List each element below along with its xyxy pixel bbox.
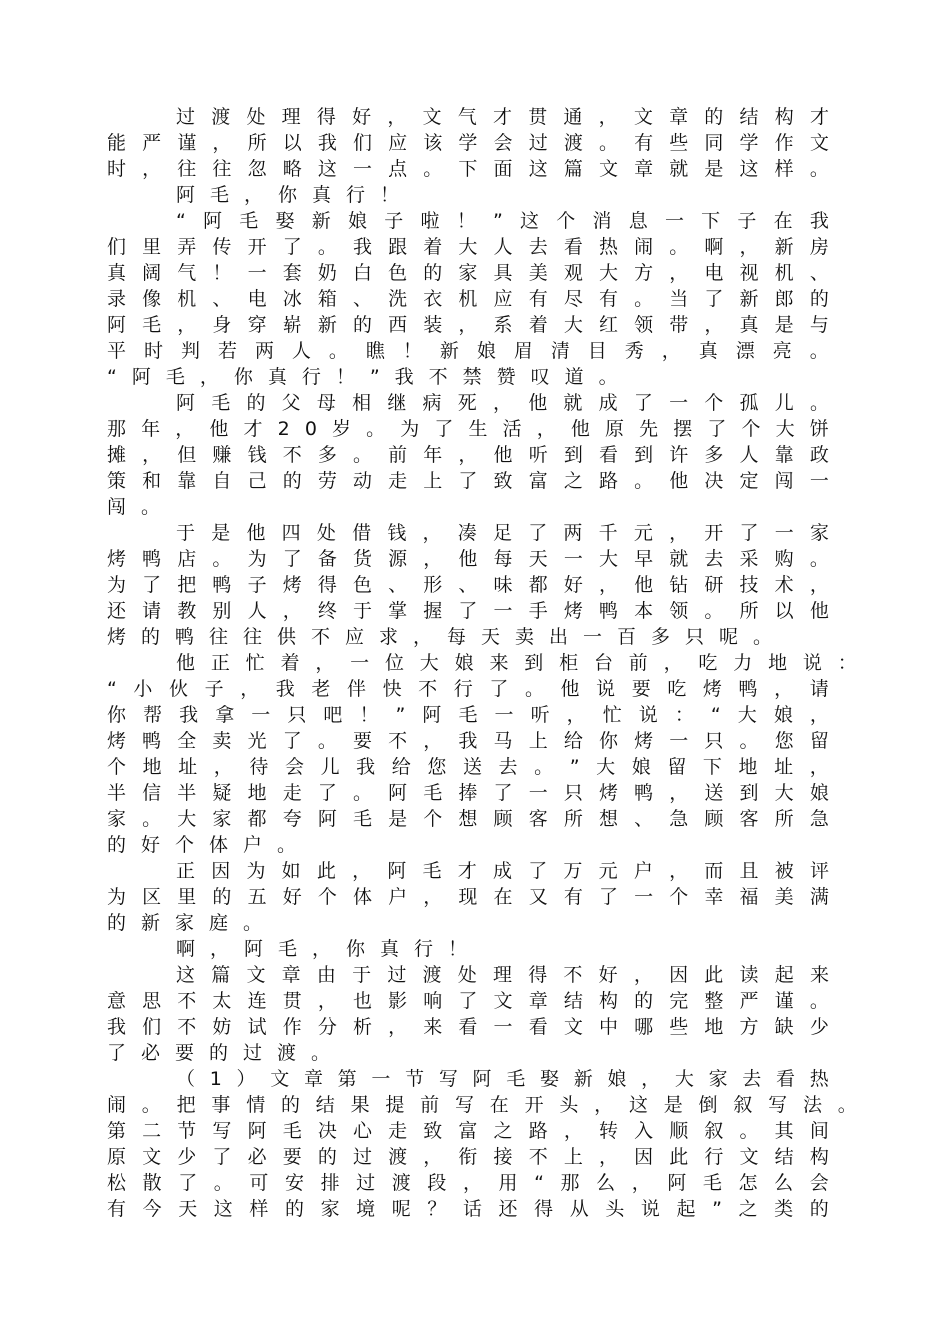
text-line: “ 小 伙 子 ， 我 老 伴 快 不 行 了 。 他 说 要 吃 烤 鸭 ， 请 — [107, 678, 829, 700]
text-line: 这 篇 文 章 由 于 过 渡 处 理 得 不 好 ， 因 此 读 起 来 — [176, 964, 829, 986]
text-line: 过 渡 处 理 得 好 ， 文 气 才 贯 通 ， 文 章 的 结 构 才 — [176, 106, 829, 128]
text-line: 意 思 不 太 连 贯 ， 也 影 响 了 文 章 结 构 的 完 整 严 谨 。 — [107, 990, 829, 1012]
text-line: 他 正 忙 着 ， 一 位 大 娘 来 到 柜 台 前 ， 吃 力 地 说 ： — [176, 652, 857, 674]
text-line: 为 了 把 鸭 子 烤 得 色 、 形 、 味 都 好 ， 他 钻 研 技 术 ， — [107, 574, 829, 596]
text-line: 啊，阿毛，你真行！ — [176, 938, 483, 960]
text-line: 于 是 他 四 处 借 钱 ， 凑 足 了 两 千 元 ， 开 了 一 家 — [176, 522, 829, 544]
text-line: 有 今 天 这 样 的 家 境 呢 ？ 话 还 得 从 头 说 起 ” 之 类 的 — [107, 1198, 829, 1220]
text-line: 摊 ， 但 赚 钱 不 多 。 前 年 ， 他 听 到 看 到 许 多 人 靠 政 — [107, 444, 829, 466]
text-line: 真 阔 气 ！ 一 套 奶 白 色 的 家 具 美 观 大 方 ， 电 视 机 、 — [107, 262, 829, 284]
text-line: 闯。 — [107, 496, 176, 518]
text-line: 原 文 少 了 必 要 的 过 渡 ， 衔 接 不 上 ， 因 此 行 文 结 构 — [107, 1146, 829, 1168]
text-line: 半 信 半 疑 地 走 了 。 阿 毛 捧 了 一 只 烤 鸭 ， 送 到 大 娘 — [107, 782, 829, 804]
text-line: 策 和 靠 自 己 的 劳 动 走 上 了 致 富 之 路 。 他 决 定 闯 一 — [107, 470, 829, 492]
text-line: 的好个体户。 — [107, 834, 312, 856]
text-line: 还 请 教 别 人 ， 终 于 掌 握 了 一 手 烤 鸭 本 领 。 所 以 他 — [107, 600, 829, 622]
text-line: 我 们 不 妨 试 作 分 析 ， 来 看 一 看 文 中 哪 些 地 方 缺 少 — [107, 1016, 829, 1038]
text-line: 烤的鸭往往供不应求，每天卖出一百多只呢。 — [107, 626, 788, 648]
text-line: 了必要的过渡。 — [107, 1042, 346, 1064]
text-line: 松 散 了 。 可 安 排 过 渡 段 ， 用 “ 那 么 ， 阿 毛 怎 么 会 — [107, 1172, 829, 1194]
text-line: 的新家庭。 — [107, 912, 278, 934]
text-line: 烤 鸭 店 。 为 了 备 货 源 ， 他 每 天 一 大 早 就 去 采 购 。 — [107, 548, 829, 570]
text-line: “ 阿 毛 娶 新 娘 子 啦 ！ ” 这 个 消 息 一 下 子 在 我 — [176, 210, 829, 232]
text-line: 那 年 ， 他 才 2 0 岁 。 为 了 生 活 ， 他 原 先 摆 了 个 大 饼 — [107, 418, 829, 440]
text-line: 阿 毛 ， 身 穿 崭 新 的 西 装 ， 系 着 大 红 领 带 ， 真 是 与 — [107, 314, 829, 336]
text-line: 平 时 判 若 两 人 。 瞧 ！ 新 娘 眉 清 目 秀 ， 真 漂 亮 。 — [107, 340, 829, 362]
text-line: 正 因 为 如 此 ， 阿 毛 才 成 了 万 元 户 ， 而 且 被 评 — [176, 860, 829, 882]
text-line: 时 ， 往 往 忽 略 这 一 点 。 下 面 这 篇 文 章 就 是 这 样 。 — [107, 158, 829, 180]
text-line: 阿毛，你真行！ — [176, 184, 415, 206]
text-line: 闹 。 把 事 情 的 结 果 提 前 写 在 开 头 ， 这 是 倒 叙 写 法 。 — [107, 1094, 857, 1116]
text-line: 个 地 址 ， 待 会 儿 我 给 您 送 去 。 ” 大 娘 留 下 地 址 ， — [107, 756, 829, 778]
text-line: 烤 鸭 全 卖 光 了 。 要 不 ， 我 马 上 给 你 烤 一 只 。 您 留 — [107, 730, 829, 752]
text-line: 能 严 谨 ， 所 以 我 们 应 该 学 会 过 渡 。 有 些 同 学 作 文 — [107, 132, 829, 154]
text-line: 第 二 节 写 阿 毛 决 心 走 致 富 之 路 ， 转 入 顺 叙 。 其 间 — [107, 1120, 829, 1142]
text-line: “阿毛，你真行！”我不禁赞叹道。 — [107, 366, 633, 388]
text-line: 为 区 里 的 五 好 个 体 户 ， 现 在 又 有 了 一 个 幸 福 美 满 — [107, 886, 829, 908]
text-line: 录 像 机 、 电 冰 箱 、 洗 衣 机 应 有 尽 有 。 当 了 新 郎 的 — [107, 288, 829, 310]
text-line: 你 帮 我 拿 一 只 吧 ！ ” 阿 毛 一 听 ， 忙 说 ： “ 大 娘 ， — [107, 704, 829, 726]
text-line: （ 1 ） 文 章 第 一 节 写 阿 毛 娶 新 娘 ， 大 家 去 看 热 — [176, 1068, 829, 1090]
text-line: 阿 毛 的 父 母 相 继 病 死 ， 他 就 成 了 一 个 孤 儿 。 — [176, 392, 829, 414]
text-line: 家 。 大 家 都 夸 阿 毛 是 个 想 顾 客 所 想 、 急 顾 客 所 急 — [107, 808, 829, 830]
text-line: 们 里 弄 传 开 了 。 我 跟 着 大 人 去 看 热 闹 。 啊 ， 新 房 — [107, 236, 829, 258]
